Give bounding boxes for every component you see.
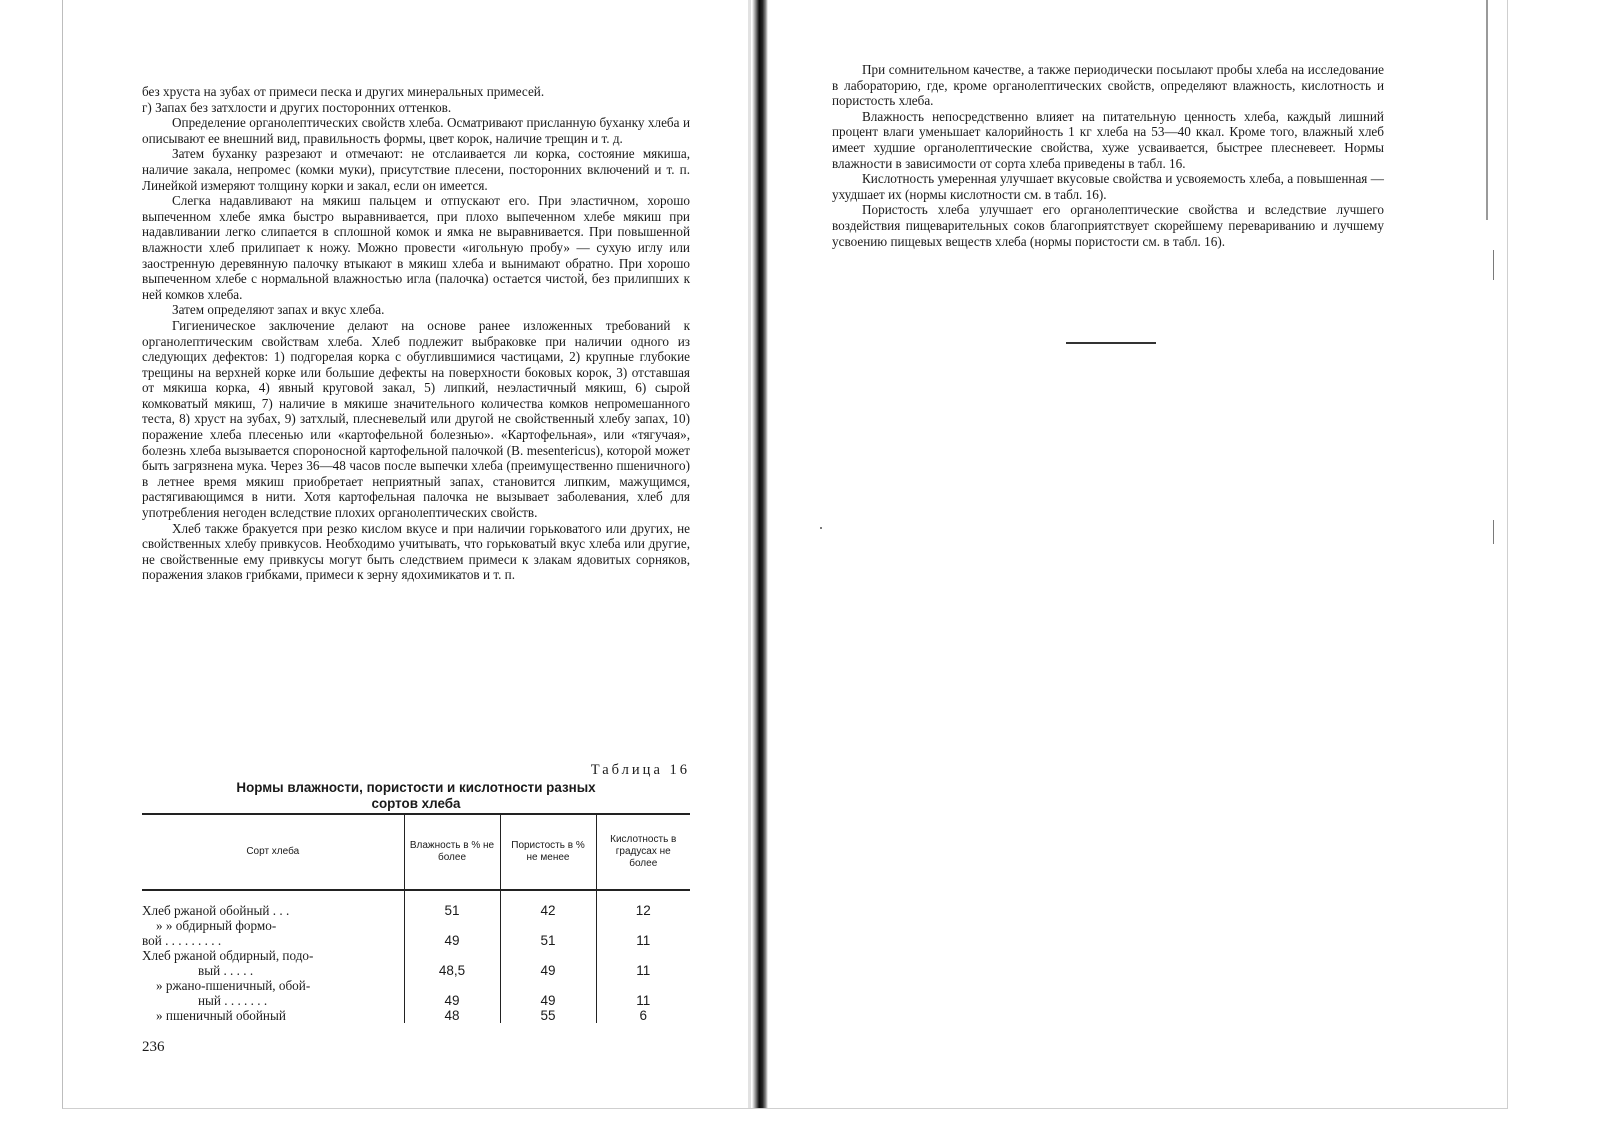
paragraph: При сомнительном качестве, а также периодически посылают пробы хлеба на исследование в лабораторию, где, кроме органолептических свойств, определяют влажность, кислотность и пористость хлеба. — [832, 62, 1384, 109]
table-row — [142, 1008, 690, 1023]
column-header: Сорт хлеба — [142, 814, 404, 890]
table-row — [142, 890, 690, 918]
bread-type-line: » ржано-пшеничный, обой- — [156, 978, 311, 993]
table-row — [142, 978, 690, 1008]
porosity-value: 49 — [500, 978, 596, 1008]
right-page-text — [832, 62, 1384, 249]
bread-type — [142, 978, 404, 1008]
bread-type — [142, 890, 404, 918]
book-gutter-shadow-light — [748, 0, 751, 1108]
moisture-value: 49 — [404, 918, 500, 948]
paragraph: Слегка надавливают на мякиш пальцем и отпускают его. При эластичном, хорошо выпеченном хлебе ямка быстро выравнивается, при плохо выпеченном хлебе мякиш при надавливании легко слипается в сплошной комок и ямка не выравнивается. При повышенной влажности хлеб прилипает к ножу. Можно провести «игольную пробу» — сухую иглу или заостренную деревянную палочку втыкают в мякиш хлеба и вынимают обратно. При хорошо выпеченном хлебе с нормальной влажностью игла (палочка) остается чистой, без прилипших к ней комков хлеба. — [142, 193, 690, 302]
bread-type-line: ный . . . . . . . — [198, 993, 268, 1008]
paragraph: Влажность непосредственно влияет на питательную ценность хлеба, каждый лишний процент влаги уменьшает калорийность 1 кг хлеба на 53—40 ккал. Кроме того, влажный хлеб имеет худшие органолептические свойства, хуже усваивается, быстрее плесневеет. Нормы влажности в зависимости от сорта хлеба приведены в табл. 16. — [832, 108, 1384, 171]
table-title-line: сортов хлеба — [371, 796, 461, 811]
book-gutter-shadow — [752, 0, 768, 1108]
column-header: Влажность в % не более — [404, 814, 500, 890]
page-edge-mark — [1486, 0, 1488, 220]
bread-type — [142, 948, 404, 978]
bread-type-line: » пшеничный обойный — [156, 1008, 286, 1023]
porosity-value: 49 — [500, 948, 596, 978]
paragraph: Затем определяют запах и вкус хлеба. — [172, 302, 385, 318]
bread-type-line: вый . . . . . — [198, 963, 254, 978]
table-row — [142, 918, 690, 948]
left-page-text — [142, 84, 690, 583]
table-title-line: Нормы влажности, пористости и кислотности разных — [236, 780, 596, 795]
paragraph: Кислотность умеренная улучшает вкусовые свойства и усвояемость хлеба, а повышенная — ухудшает их (нормы кислотности см. в табл. 16). — [832, 171, 1384, 202]
bread-norms-table — [142, 813, 690, 1023]
moisture-value: 51 — [404, 890, 500, 918]
bread-type-line: Хлеб ржаной обдирный, подо- — [142, 948, 314, 963]
acidity-value: 6 — [596, 1008, 690, 1023]
section-end-rule — [1066, 342, 1156, 344]
bread-type-line: Хлеб ржаной обойный . . . — [142, 903, 290, 918]
bread-type — [142, 1008, 404, 1023]
paragraph: г) Запах без затхлости и других посторонних оттенков. — [142, 99, 452, 115]
paragraph: Хлеб также бракуется при резко кислом вкусе и при наличии горьковатого или других, не свойственных хлебу привкусов. Необходимо учитывать, что горьковатый вкус хлеба или другие, не свойственные ему привкусы могут быть следствием примеси к злакам ядовитых сорняков, поражения злаков грибками, примеси к зерну ядохимикатов и т. п. — [142, 520, 690, 583]
scan-speck — [1493, 520, 1494, 544]
column-header: Пористость в % не менее — [500, 814, 596, 890]
porosity-value: 51 — [500, 918, 596, 948]
acidity-value: 11 — [596, 918, 690, 948]
paragraph: Затем буханку разрезают и отмечают: не отслаивается ли корка, состояние мякиша, наличие закала, непромес (комки муки), присутствие плесени, посторонних включений и т. п. Линейкой измеряют толщину корки и закал, если он имеется. — [142, 146, 690, 193]
porosity-value: 42 — [500, 890, 596, 918]
table-number: Таблица 16 — [590, 762, 690, 778]
table-row — [142, 948, 690, 978]
scan-speck — [820, 527, 822, 529]
bread-type — [142, 918, 404, 948]
bread-type-line: вой . . . . . . . . . — [142, 933, 222, 948]
acidity-value: 11 — [596, 978, 690, 1008]
paragraph: Пористость хлеба улучшает его органолептические свойства и вследствие лучшего воздействия пищеварительных соков благоприятствует скорейшему перевариванию и лучшему усвоению пищевых веществ хлеба (нормы пористости см. в табл. 16). — [832, 202, 1384, 249]
moisture-value: 48 — [404, 1008, 500, 1023]
paragraph: без хруста на зубах от примеси песка и других минеральных примесей. — [142, 84, 545, 99]
paragraph: Определение органолептических свойств хлеба. Осматривают присланную буханку хлеба и описывают ее внешний вид, правильность формы, цвет корок, наличие трещин и т. д. — [142, 115, 690, 146]
porosity-value: 55 — [500, 1008, 596, 1023]
moisture-value: 48,5 — [404, 948, 500, 978]
scan-speck — [1493, 250, 1494, 280]
acidity-value: 12 — [596, 890, 690, 918]
column-header: Кислотность в градусах не более — [596, 814, 690, 890]
page-number: 236 — [142, 1039, 165, 1055]
moisture-value: 49 — [404, 978, 500, 1008]
table-title — [142, 780, 690, 812]
acidity-value: 11 — [596, 948, 690, 978]
paragraph: Гигиеническое заключение делают на основе ранее изложенных требований к органолептическим свойствам хлеба. Хлеб подлежит выбраковке при наличии одного из следующих дефектов: 1) подгорелая корка с обуглившимися частицами, 2) крупные глубокие трещины на верхней корке или большие дефекты на поверхности боковых корок, 3) отставшая от мякиша корка, 4) явный круговой закал, 5) липкий, неэластичный мякиш, 6) сырой комковатый мякиш, 7) наличие в мякише значительного количества комков непромешанного теста, 8) хруст на зубах, 9) затхлый, плесневелый или другой не свойственный хлебу запах, 10) поражение хлеба плесенью или «картофельной болезнью». «Картофельная», или «тягучая», болезнь хлеба вызывается спороносной картофельной палочкой (B. mesentericus), которой может быть загрязнена мука. Через 36—48 часов после выпечки хлеба (преимущественно пшеничного) в летнее время мякиш приобретает неприятный запах, становится липким, мажущимся, растягивающимся в нити. Хотя картофельная палочка не вызывает заболевания, хлеб для употребления негоден вследствие плохих органолептических свойств. — [142, 317, 690, 521]
bread-type-line: » » обдирный формо- — [156, 918, 277, 933]
